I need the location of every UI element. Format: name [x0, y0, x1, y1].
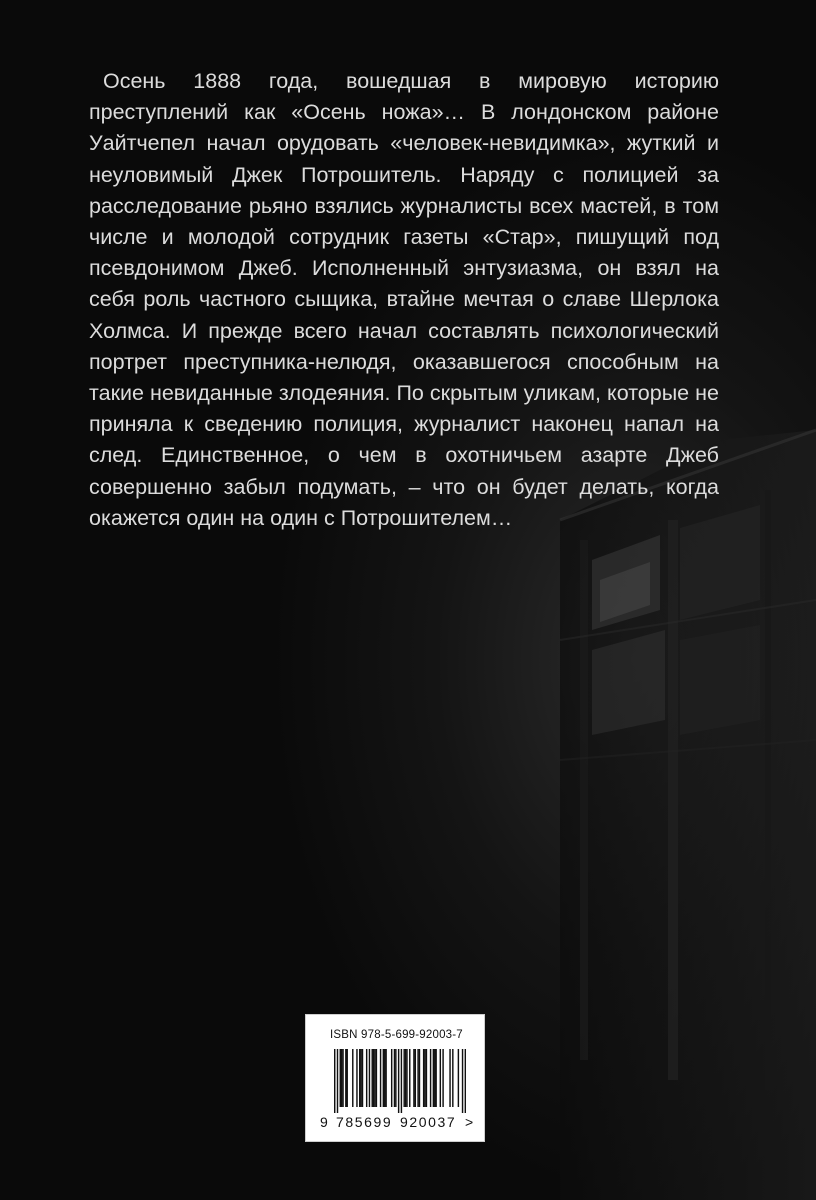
- barcode-guard-bar: [465, 1049, 466, 1113]
- barcode-left-group: 785699: [336, 1114, 393, 1130]
- barcode-bar: [372, 1049, 373, 1107]
- barcode-bar: [384, 1049, 385, 1107]
- barcode-bar: [340, 1049, 341, 1107]
- barcode-guard-bar: [337, 1049, 338, 1113]
- barcode-guard-bar: [334, 1049, 335, 1113]
- barcode-bar: [341, 1049, 342, 1107]
- barcode-bar: [347, 1049, 348, 1107]
- barcode-guard-bar: [401, 1049, 402, 1113]
- barcode-bar: [403, 1049, 404, 1107]
- barcode-bar: [405, 1049, 406, 1107]
- barcode-bar: [369, 1049, 370, 1107]
- barcode-guard-bar: [462, 1049, 463, 1113]
- barcode-bar: [352, 1049, 353, 1107]
- barcode-block: [305, 1014, 485, 1142]
- barcode-guard-bar: [398, 1049, 399, 1113]
- barcode-bar: [360, 1049, 361, 1107]
- barcode-bar: [424, 1049, 425, 1107]
- barcode-bar: [342, 1049, 343, 1107]
- barcode-bar: [394, 1049, 395, 1107]
- barcode-bar: [449, 1049, 450, 1107]
- barcode-bar: [423, 1049, 424, 1107]
- barcode-bar: [426, 1049, 427, 1107]
- barcode-bar: [417, 1049, 418, 1107]
- barcode-bar: [415, 1049, 416, 1107]
- barcode-bar: [435, 1049, 436, 1107]
- barcode-bar: [376, 1049, 377, 1107]
- barcode-bar: [356, 1049, 357, 1107]
- barcode-bar: [391, 1049, 392, 1107]
- barcode-right-group: 920037: [400, 1114, 457, 1130]
- barcode-bar: [385, 1049, 386, 1107]
- barcode-bar: [452, 1049, 453, 1107]
- barcode-bar: [433, 1049, 434, 1107]
- barcode-bar: [409, 1049, 410, 1107]
- barcode-bar: [442, 1049, 443, 1107]
- barcode-bar: [383, 1049, 384, 1107]
- barcode-bar: [359, 1049, 360, 1107]
- barcode-bar: [362, 1049, 363, 1107]
- book-description: Осень 1888 года, вошедшая в мировую историю преступлений как «Осень ножа»… В лондонском районе Уайтчепел начал орудовать «человек-невидимка», жуткий и неуловимый Джек Потрошитель. Наряду с полицией за расследование рьяно взялись журналисты всех мастей, в том числе и молодой сотрудник газеты «Стар», пишущий под псевдонимом Джеб. Исполненный энтузиазма, он взял на себя роль частного сыщика, втайне мечтая о славе Шерлока Холмса. И прежде всего начал составлять психологический портрет преступника-нелюдя, оказавшегося способным на такие невиданные злодеяния. По скрытым уликам, которые не приняла к сведению полиция, журналист наконец напал на след. Единственное, о чем в охотничьем азарте Джеб совершенно забыл подумать, – что он будет делать, когда окажется один на один с Потрошителем…: [89, 69, 719, 530]
- barcode-bar: [406, 1049, 407, 1107]
- isbn-label: ISBN 978-5-699-92003-7: [330, 1029, 463, 1041]
- barcode-first-digit: 9: [320, 1114, 328, 1130]
- ean13-barcode: [334, 1049, 466, 1113]
- barcode-bar: [395, 1049, 396, 1107]
- barcode-bar: [440, 1049, 441, 1107]
- barcode-bar: [430, 1049, 431, 1107]
- barcode-bar: [366, 1049, 367, 1107]
- barcode-bar: [413, 1049, 414, 1107]
- barcode-bar: [458, 1049, 459, 1107]
- barcode-bar: [434, 1049, 435, 1107]
- barcode-bar: [373, 1049, 374, 1107]
- barcode-bar: [380, 1049, 381, 1107]
- barcode-bar: [345, 1049, 346, 1107]
- barcode-bar: [419, 1049, 420, 1107]
- barcode-bar: [374, 1049, 375, 1107]
- barcode-quiet-mark: >: [465, 1114, 474, 1130]
